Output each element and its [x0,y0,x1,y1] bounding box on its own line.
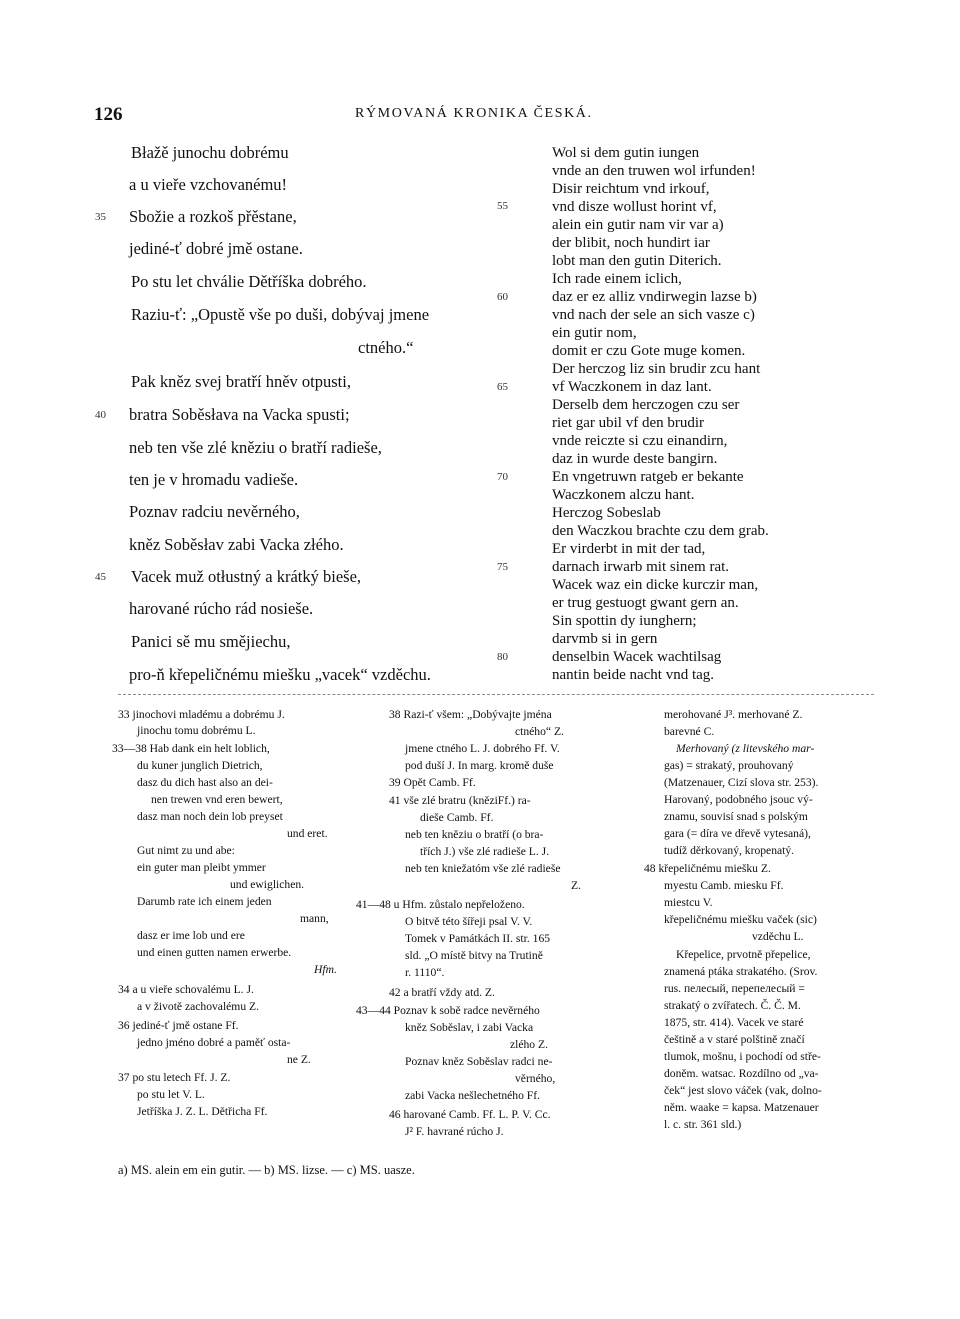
apparatus-line: dasz du dich hast also an dei- [137,776,273,789]
apparatus-line: 41 vše zlé bratru (kněziFf.) ra- [389,794,531,807]
line-number: 80 [497,651,508,663]
verse-line: Er virderbt in mit der tad, [552,541,706,557]
apparatus-line: l. c. str. 361 sld.) [664,1118,742,1131]
verse-line: Panici sě mu smějiechu, [131,632,291,651]
running-head: RÝMOVANÁ KRONIKA ČESKÁ. [355,106,593,121]
apparatus-line: věrného, [515,1072,556,1085]
verse-line: vnd disze wollust horint vf, [552,199,717,215]
line-number: 45 [95,571,106,583]
apparatus-line: 43—44 Poznav k sobě radce nevěrného [356,1004,540,1017]
verse-line: Po stu let chválie Dětříška dobrého. [131,272,367,291]
verse-line: Ich rade einem iclich, [552,271,682,287]
apparatus-line: Darumb rate ich einem jeden [137,895,272,908]
verse-line: bratra Soběsłava na Vacka spusti; [129,405,350,424]
apparatus-line: und eret. [287,827,328,840]
line-number: 55 [497,200,508,212]
line-number: 40 [95,409,106,421]
verse-line: ein gutir nom, [552,325,637,341]
apparatus-line: dasz er ime lob und ere [137,929,245,942]
apparatus-line: dieše Camb. Ff. [420,811,494,824]
apparatus-line: gas) = strakatý, prouhovaný [664,759,794,772]
page-number: 126 [94,104,123,125]
apparatus-line: 39 Opět Camb. Ff. [389,776,476,789]
verse-line: domit er czu Gote muge komen. [552,343,746,359]
apparatus-line: neb ten kniežatóm vše zlé radieše [405,862,561,875]
apparatus-line: 38 Razi-ť všem: „Dobývajte jména [389,708,552,721]
verse-line: Disir reichtum vnd irkouf, [552,181,710,197]
apparatus-line: rus. пелесый, перепелесый = [664,982,805,995]
verse-line: ctného.“ [358,338,414,357]
apparatus-line: 48 křepeličnému miešku Z. [644,862,771,875]
verse-line: Raziu-ť: „Opustě vše po duši, dobývaj jmene [131,305,430,324]
apparatus-line: strakatý o zvířatech. Č. Č. M. [664,999,801,1012]
apparatus-line: jmene ctného L. J. dobrého Ff. V. [405,742,560,755]
apparatus-line: 33—38 Hab dank ein helt loblich, [112,742,270,755]
line-number: 70 [497,471,508,483]
apparatus-line: 36 jediné-ť jmě ostane Ff. [118,1019,239,1032]
verse-line: der blibit, noch hundirt iar [552,235,710,251]
verse-line: harované rúcho rád nosieše. [129,599,314,618]
verse-line: vnd nach der sele an sich vasze c) [552,307,755,323]
apparatus-line: Hfm. [314,963,337,976]
apparatus-line: 34 a u vieře schovalému L. J. [118,983,254,996]
verse-line: riet gar ubil vf den brudir [552,415,705,431]
apparatus-line: znamu, souvisí snad s polským [664,810,808,823]
verse-line: Herczog Sobeslab [552,505,661,521]
verse-line: nantin beide nacht vnd tag. [552,667,715,683]
apparatus-line: něm. waake = kapsa. Matzenauer [664,1101,819,1114]
verse-line: kněz Soběsłav zabi Vacka złého. [129,535,344,554]
apparatus-line: Křepelice, prvotně přepelice, [676,948,811,961]
apparatus-line: myestu Camb. miesku Ff. [664,879,784,892]
apparatus-line: Jetříška J. Z. L. Dětřicha Ff. [137,1105,268,1118]
verse-line: daz in wurde deste bangirn. [552,451,718,467]
apparatus-line: vzděchu L. [752,930,804,943]
verse-line: ten je v hromadu vadieše. [129,470,299,489]
verse-line: Sbožie a rozkoš přěstane, [129,207,297,226]
apparatus-line: zlého Z. [510,1038,548,1051]
apparatus-line: gara (= díra ve dřevě vytesaná), [664,827,811,840]
apparatus-line: (Matzenauer, Cizí slova str. 253). [664,776,819,789]
apparatus-line: merohované J³. merhované Z. [664,708,803,721]
verse-line: denselbin Wacek wachtilsag [552,649,722,665]
apparatus-line: zabi Vacka nešlechetného Ff. [405,1089,540,1102]
verse-line: jediné-ť dobré jmě ostane. [129,239,303,258]
verse-line: Der herczog liz sin brudir zcu hant [552,361,761,377]
apparatus-line: a v životě zachovalému Z. [137,1000,260,1013]
verse-line: er trug gestuogt gwant gern an. [552,595,739,611]
verse-line: Derselb dem herczogen czu ser [552,397,740,413]
apparatus-line: Merhovaný (z litevského mar- [676,742,815,755]
apparatus-line: neb ten kněziu o bratří (o bra- [405,828,544,841]
footnote: a) MS. alein em ein gutir. — b) MS. lizse. — c) MS. uasze. [118,1163,415,1177]
apparatus-line: jinochu tomu dobrému L. [137,724,256,737]
apparatus-line: dasz man noch dein lob preyset [137,810,283,823]
apparatus-line: du kuner junglich Dietrich, [137,759,263,772]
apparatus-line: Z. [571,879,581,892]
verse-line: neb ten vše zlé kněziu o bratří radieše, [129,438,382,457]
apparatus-line: ctného“ Z. [515,725,564,738]
verse-line: pro-ň křepeličnému miešku „vacek“ vzděchu. [129,665,431,684]
verse-line: darvmb si in gern [552,631,658,647]
verse-line: Vacek muž otłustný a krátký bieše, [131,567,362,586]
apparatus-line: tudíž děrkovaný, kropenatý. [664,844,795,857]
apparatus-line: und einen gutten namen erwerbe. [137,946,292,959]
verse-line: darnach irwarb mit sinem rat. [552,559,730,575]
line-number: 60 [497,291,508,303]
apparatus-line: nen trewen vnd eren bewert, [151,793,283,806]
line-number: 75 [497,561,508,573]
apparatus-line: 42 a bratří vždy atd. Z. [389,986,495,999]
apparatus-line: r. 1110“. [405,966,445,979]
apparatus-line: Gut nimt zu und abe: [137,844,235,857]
verse-line: Waczkonem alczu hant. [552,487,695,503]
apparatus-line: mann, [300,912,329,925]
apparatus-line: Harovaný, podobného jsouc vý- [664,793,813,806]
apparatus-line: 33 jinochovi mladému a dobrému J. [118,708,285,721]
apparatus-line: 46 harované Camb. Ff. L. P. V. Cc. [389,1108,551,1121]
verse-line: Poznav radciu nevěrného, [129,502,300,521]
apparatus-line: ček“ jest slovo váček (vak, dolno- [664,1084,822,1097]
apparatus-line: miestcu V. [664,896,713,909]
apparatus-line: po stu let V. L. [137,1088,205,1101]
apparatus-line: Tomek v Památkách II. str. 165 [405,932,551,945]
apparatus-line: sld. „O místě bitvy na Trutině [405,949,543,962]
apparatus-line: und ewiglichen. [230,878,305,891]
apparatus-line: jedno jméno dobré a paměť osta- [137,1036,291,1049]
apparatus-line: tlumok, mošnu, i pochodí od stře- [664,1050,821,1063]
apparatus-line: barevné C. [664,725,715,738]
verse-line: daz er ez alliz vndirwegin lazse b) [552,289,757,305]
apparatus-line: doněm. watsac. Rozdílno od „va- [664,1067,819,1080]
apparatus-line: ne Z. [287,1053,311,1066]
apparatus-line: O bitvě této šířeji psal V. V. [405,915,533,928]
verse-line: vnde reiczte si czu einandirn, [552,433,728,449]
apparatus-line: Poznav kněz Soběslav radci ne- [405,1055,553,1068]
apparatus-line: češtině a v staré polštině značí [664,1033,805,1046]
verse-line: a u vieře vzchovanému! [129,175,288,194]
apparatus-line: kněz Soběslav, i zabi Vacka [405,1021,534,1034]
verse-line: vf Waczkonem in daz lant. [552,379,712,395]
apparatus-line: J² F. havrané rúcho J. [405,1125,504,1138]
apparatus-line: 37 po stu letech Ff. J. Z. [118,1071,231,1084]
apparatus-line: třích J.) vše zlé radieše L. J. [420,845,550,858]
apparatus-line: znamená ptáka strakatého. (Srov. [664,965,818,978]
verse-line: Pak kněz svej bratří hněv otpusti, [131,372,351,391]
line-number: 65 [497,381,508,393]
verse-line: Sin spottin dy iunghern; [552,613,697,629]
apparatus-line: 1875, str. 414). Vacek ve staré [664,1016,804,1029]
apparatus-line: 41—48 u Hfm. zůstalo nepřeloženo. [356,898,525,911]
apparatus-line: pod duší J. In marg. kromě duše [405,759,554,772]
verse-line: Wol si dem gutin iungen [552,145,700,161]
apparatus-line: křepeličnému miešku vaček (sic) [664,913,817,926]
verse-line: Wacek waz ein dicke kurczir man, [552,577,759,593]
separator-rule [118,694,874,695]
verse-line: den Waczkou brachte czu dem grab. [552,523,769,539]
verse-line: vnde an den truwen wol irfunden! [552,163,756,179]
verse-line: alein ein gutir nam vir var a) [552,217,724,233]
verse-line: lobt man den gutin Diterich. [552,253,722,269]
verse-line: En vngetruwn ratgeb er bekante [552,469,744,485]
line-number: 35 [95,211,106,223]
verse-line: Błažě junochu dobrému [131,143,289,162]
apparatus-line: ein guter man pleibt ymmer [137,861,266,874]
